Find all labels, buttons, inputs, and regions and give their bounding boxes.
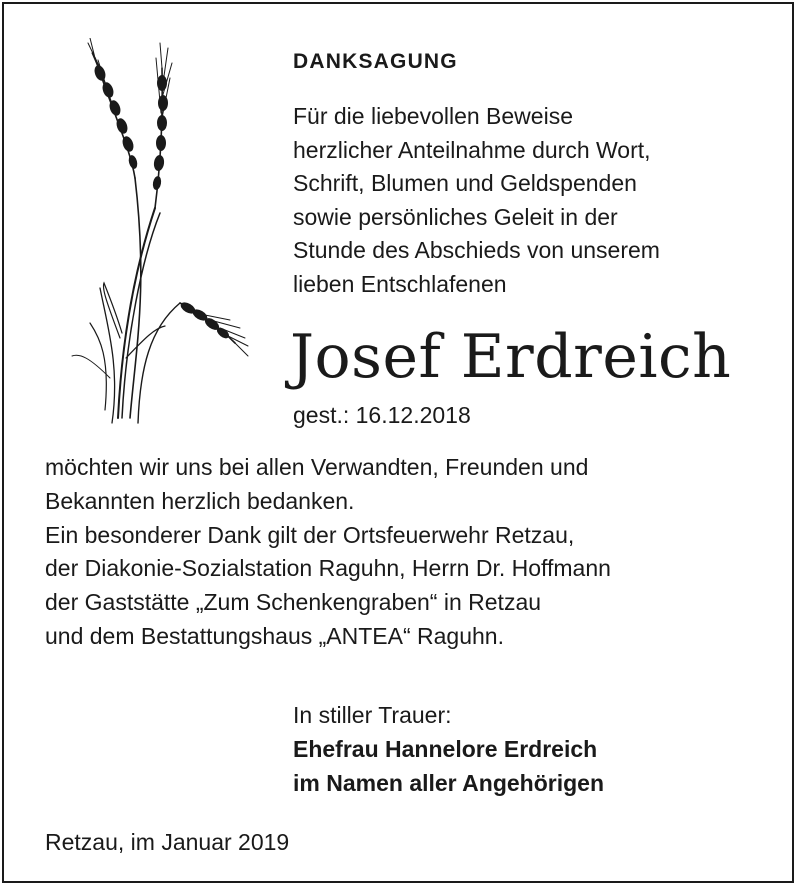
thanks-line: möchten wir uns bei allen Verwandten, Freunden und (45, 454, 589, 480)
thanks-text (45, 451, 611, 654)
notice-heading: DANKSAGUNG (293, 50, 458, 73)
intro-line: herzlicher Anteilnahme durch Wort, (293, 136, 651, 163)
signatory-line: Ehefrau Hannelore Erdreich (293, 736, 598, 762)
intro-line: Für die liebevollen Beweise (293, 103, 573, 129)
intro-line: lieben Entschlafenen (293, 270, 507, 297)
mourning-block (293, 698, 604, 800)
wheat-ears-icon (60, 38, 250, 428)
mourning-label: In stiller Trauer: (293, 702, 452, 728)
death-date: gest.: 16.12.2018 (293, 402, 471, 428)
intro-line: Stunde des Abschieds von unserem (293, 237, 660, 263)
intro-text (293, 100, 660, 301)
thanks-line: und dem Bestattungshaus „ANTEA“ Raguhn. (45, 622, 504, 649)
thanks-line: Ein besonderer Dank gilt der Ortsfeuerwehr Retzau, (45, 521, 575, 548)
deceased-name: Josef Erdreich (290, 322, 732, 392)
signatory-line: im Namen aller Angehörigen (293, 770, 604, 796)
intro-line: Schrift, Blumen und Geldspenden (293, 170, 637, 196)
thanks-line: Bekannten herzlich bedanken. (45, 487, 355, 514)
thanks-line: der Gaststätte „Zum Schenkengraben“ in Retzau (45, 589, 542, 616)
intro-line: sowie persönliches Geleit in der (293, 203, 618, 230)
place-date: Retzau, im Januar 2019 (45, 829, 290, 855)
thanks-line: der Diakonie-Sozialstation Raguhn, Herrn Dr. Hoffmann (45, 555, 611, 582)
